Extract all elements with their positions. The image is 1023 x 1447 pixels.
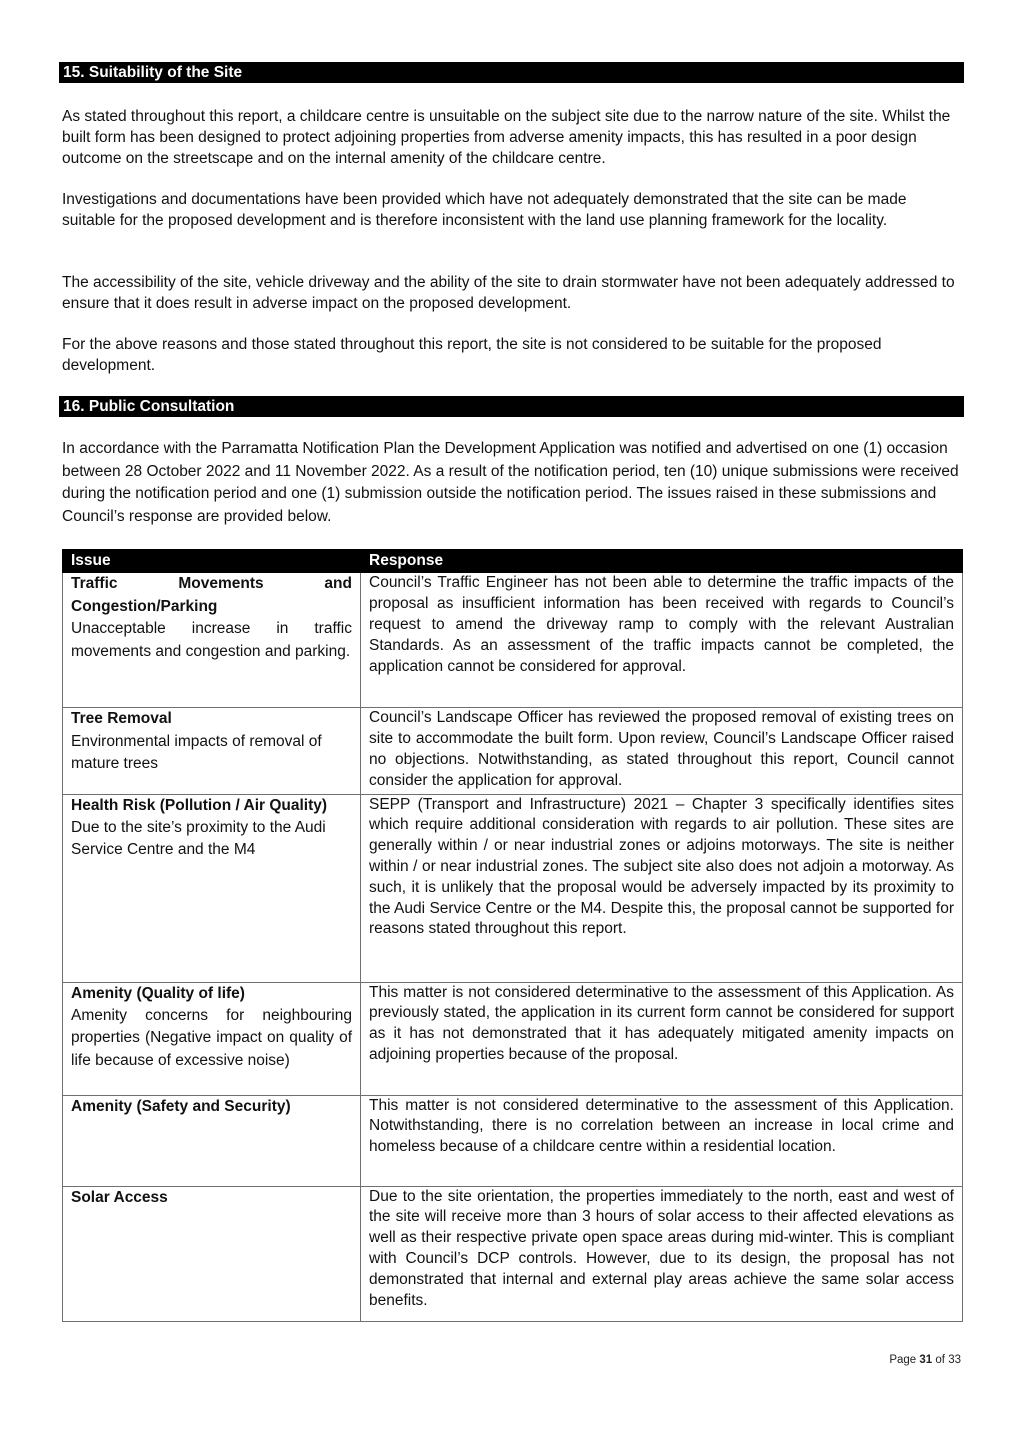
response-cell: This matter is not considered determinative to the assessment of this Application. As previously stated, the application in its current form cannot be considered for support as it has not demonstrated that it has adequately mitigated amenity impacts on adjoining properties because of the proposal.: [361, 982, 963, 1095]
paragraph: The accessibility of the site, vehicle driveway and the ability of the site to drain stormwater have not been adequately addressed to ensure that it does result in adverse impact on the proposed development.: [62, 274, 955, 312]
submissions-table: [62, 549, 963, 1322]
issue-description: Environmental impacts of removal of mature trees: [71, 732, 322, 773]
issue-description: Amenity concerns for neighbouring properties (Negative impact on quality of life because of excessive noise): [71, 1007, 352, 1069]
response-column-header: Response: [361, 550, 963, 573]
issue-cell: [63, 708, 361, 794]
table-row: [63, 708, 963, 794]
issue-title: Amenity (Safety and Security): [71, 1097, 291, 1115]
table-row: [63, 573, 963, 708]
response-cell: Council’s Landscape Officer has reviewed the proposed removal of existing trees on site to accommodate the built form. Upon review, Council’s Landscape Officer raised no objections. Notwithstanding, as stated throughout this report, Council cannot consider the application for approval.: [361, 708, 963, 794]
issue-cell: [63, 982, 361, 1095]
of-label: of: [935, 1354, 945, 1366]
table-row: [63, 794, 963, 982]
paragraph: For the above reasons and those stated throughout this report, the site is not considered to be suitable for the proposed development.: [62, 336, 882, 374]
section-heading-suitability: 15. Suitability of the Site: [59, 62, 964, 83]
issue-title: Health Risk (Pollution / Air Quality): [71, 796, 328, 814]
page-footer: [889, 1354, 961, 1366]
issue-description: Unacceptable increase in traffic movements and congestion and parking.: [71, 620, 352, 660]
paragraph: In accordance with the Parramatta Notification Plan the Development Application was notified and advertised on one (1) occasion between 28 October 2022 and 11 November 2022. As a result of the notification period, ten (10) unique submissions were received during the notification period and one (1) submission outside the notification period. The issues raised in these submissions and Council’s response are provided below.: [62, 440, 959, 525]
issue-column-header: Issue: [63, 550, 361, 573]
issue-title: Amenity (Quality of life): [71, 984, 245, 1002]
issue-cell: [63, 1095, 361, 1186]
response-cell: This matter is not considered determinative to the assessment of this Application. Notwithstanding, there is no correlation between an increase in local crime and homeless because of a childcare centre within a residential location.: [361, 1095, 963, 1186]
response-cell: SEPP (Transport and Infrastructure) 2021 – Chapter 3 specifically identifies sites which require additional consideration with regards to air pollution. These sites are generally within / or near industrial zones or adjoins motorways. The site is neither within / or near industrial zones. The subject site also does not adjoin a motorway. As such, it is unlikely that the proposal would be adversely impacted by its proximity to the Audi Service Centre or the M4. Despite this, the proposal cannot be supported for reasons stated throughout this report.: [361, 794, 963, 982]
response-cell: Due to the site orientation, the properties immediately to the north, east and west of the site will receive more than 3 hours of solar access to their affected elevations as well as their respective private open space areas during mid-winter. This is compliant with Council’s DCP controls. However, due to its design, the proposal has not demonstrated that internal and external play areas achieve the same solar access benefits.: [361, 1186, 963, 1321]
total-pages: 33: [948, 1354, 961, 1366]
table-row: [63, 982, 963, 1095]
table-header-row: [63, 550, 963, 573]
issue-title: Tree Removal: [71, 710, 172, 728]
table-row: [63, 1186, 963, 1321]
issue-cell: [63, 573, 361, 708]
issue-title: Traffic Movements and Congestion/Parking: [71, 575, 352, 615]
issue-description: Due to the site’s proximity to the Audi Service Centre and the M4: [71, 819, 326, 859]
issue-cell: [63, 1186, 361, 1321]
section-heading-public-consultation: 16. Public Consultation: [59, 396, 964, 417]
issue-title: Solar Access: [71, 1188, 168, 1206]
paragraph: As stated throughout this report, a childcare centre is unsuitable on the subject site due to the narrow nature of the site. Whilst the built form has been designed to protect adjoining properties from adverse amenity impacts, this has resulted in a poor design outcome on the streetscape and on the internal amenity of the childcare centre.: [62, 108, 951, 167]
issue-cell: [63, 794, 361, 982]
page-number: 31: [919, 1354, 933, 1366]
page-label: Page: [889, 1354, 917, 1366]
table-row: [63, 1095, 963, 1186]
response-cell: Council’s Traffic Engineer has not been able to determine the traffic impacts of the proposal as insufficient information has been received with regards to Council’s request to amend the driveway ramp to comply with the relevant Australian Standards. As an assessment of the traffic impacts cannot be completed, the application cannot be considered for approval.: [361, 573, 963, 708]
paragraph: Investigations and documentations have been provided which have not adequately demonstrated that the site can be made suitable for the proposed development and is therefore inconsistent with the land use planning framework for the locality.: [62, 191, 907, 229]
